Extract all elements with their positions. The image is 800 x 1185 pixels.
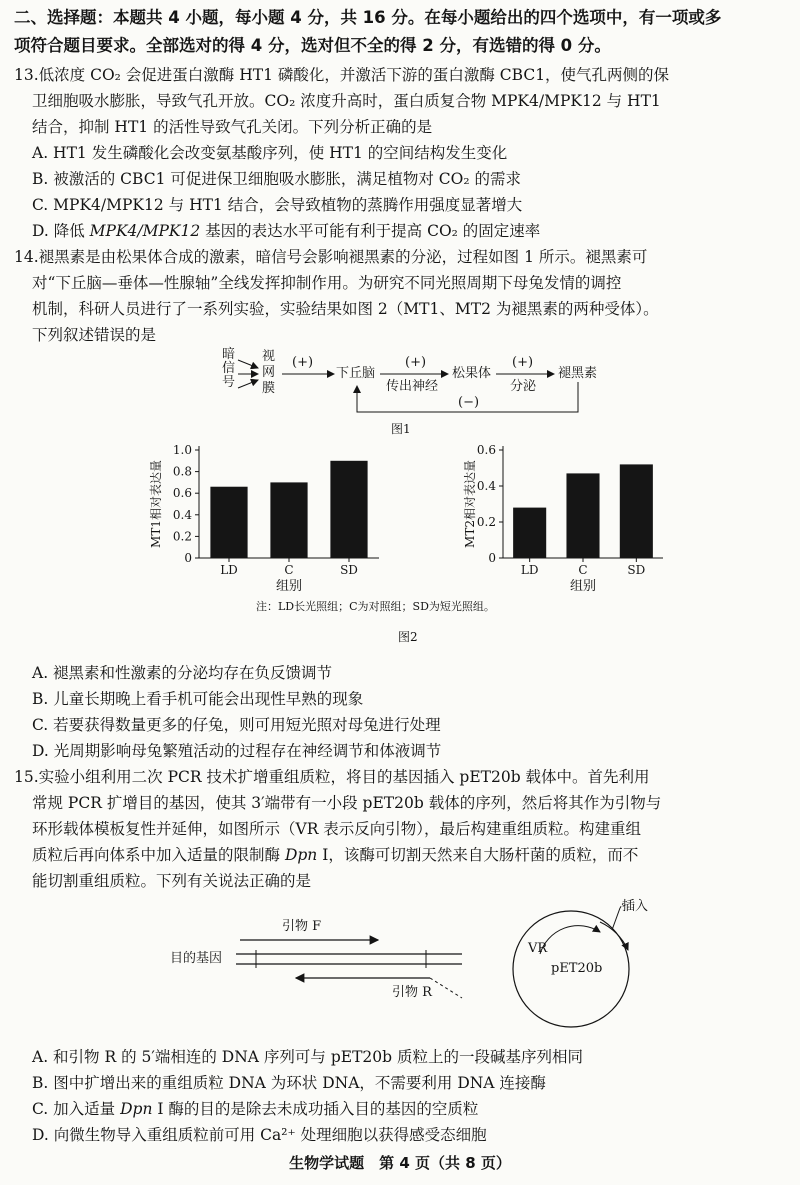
label: 暗: [222, 347, 236, 362]
x-tick-label: C: [284, 563, 294, 577]
question-13-stem: [14, 62, 792, 88]
question-13: [14, 62, 792, 244]
option-a[interactable]: A. HT1 发生磷酸化会改变氨基酸序列，使 HT1 的空间结构发生变化: [32, 144, 508, 162]
stem-line: [14, 842, 792, 868]
label: (−): [458, 395, 480, 410]
label: 视: [262, 349, 276, 364]
stem-line: 下列叙述错误的是: [32, 326, 157, 344]
label: VR: [528, 941, 548, 956]
label: 网: [262, 365, 276, 380]
figure-2-charts: [0, 440, 800, 660]
x-tick-label: SD: [627, 563, 646, 577]
stem-line: 卫细胞吸水膨胀，导致气孔开放。CO₂ 浓度升高时，蛋白质复合物 MPK4/MPK12 与 HT1: [32, 92, 661, 110]
option-b[interactable]: B. 被激活的 CBC1 可促进保卫细胞吸水膨胀，满足植物对 CO₂ 的需求: [32, 170, 521, 188]
bar-sd: [620, 464, 653, 558]
stem-text: 质粒后再向体系中加入适量的限制酶: [32, 846, 285, 864]
y-tick-label: 0.2: [476, 515, 496, 529]
section-header-line: 项符合题目要求。全部选对的得 4 分，选对但不全的得 2 分，有选错的得 0 分。: [14, 36, 611, 55]
label: 传出神经: [386, 379, 439, 394]
question-number: 15.: [14, 768, 39, 786]
option-a[interactable]: A. 和引物 R 的 5′端相连的 DNA 序列可与 pET20b 质粒上的一段碱基序列相同: [32, 1048, 583, 1066]
option-text: C. 加入适量: [32, 1100, 121, 1118]
stem-line: 常规 PCR 扩增目的基因，使其 3′端带有一小段 pET20b 载体的序列，然后将其作为引物与: [32, 794, 662, 812]
insert-marker: [612, 908, 620, 930]
exam-page: [14, 4, 792, 1148]
label: (+): [405, 355, 427, 370]
x-tick-label: LD: [220, 563, 238, 577]
figure-pcr-diagram: [0, 894, 800, 1044]
bar-ld: [513, 508, 546, 558]
label: 插入: [622, 899, 649, 914]
section-header-line: 二、选择题：本题共 4 小题，每小题 4 分，共 16 分。在每小题给出的四个选项中，有一项或多: [14, 8, 722, 27]
y-tick-label: 0.4: [172, 507, 192, 522]
label: 下丘脑: [336, 366, 376, 381]
option-c[interactable]: C. 若要获得数量更多的仔兔，则可用短光照对母兔进行处理: [32, 716, 441, 734]
option-c[interactable]: C. MPK4/MPK12 与 HT1 结合，会导致植物的蒸腾作用强度显著增大: [32, 196, 523, 214]
y-axis-label: MT2相对表达量: [463, 460, 477, 548]
stem-line: 对“下丘脑—垂体—性腺轴”全线发挥抑制作用。为研究不同光照周期下母兔发情的调控: [32, 274, 622, 292]
figure-caption: 图2: [398, 630, 418, 644]
bar-sd: [330, 461, 367, 558]
vr-arrow: [540, 926, 600, 954]
label: pET20b: [551, 961, 603, 976]
gene-name: MPK4/MPK12: [89, 222, 201, 240]
page-footer: 生物学试题 第 4 页（共 8 页）: [289, 1154, 511, 1172]
figure-caption: 图1: [391, 422, 411, 436]
option-text: Ⅰ 酶的目的是除去未成功插入目的基因的空质粒: [152, 1100, 479, 1118]
label: 号: [222, 375, 236, 390]
stem-line: 环形载体模板复性并延伸，如图所示（VR 表示反向引物），最后构建重组质粒。构建重组: [32, 820, 642, 838]
x-tick-label: C: [578, 563, 588, 577]
question-15: [14, 764, 792, 1148]
x-axis-label: 组别: [569, 579, 597, 594]
y-tick-label: 0: [488, 551, 496, 565]
charts-svg: [0, 440, 800, 660]
bar-c: [566, 473, 599, 558]
y-tick-label: 0.6: [172, 486, 192, 501]
stem-line: 结合，抑制 HT1 的活性导致气孔关闭。下列分析正确的是: [32, 118, 433, 136]
label: 引物 R: [392, 985, 432, 1000]
question-number: 14.: [14, 248, 39, 266]
y-tick-label: 1.0: [172, 443, 192, 457]
x-tick-label: SD: [340, 563, 358, 577]
option-text: 基因的表达水平可能有利于提高 CO₂ 的固定速率: [200, 222, 541, 240]
option-text: D. 降低: [32, 222, 90, 240]
stem-line: 实验小组利用二次 PCR 技术扩增重组质粒，将目的基因插入 pET20b 载体中。首先利用: [38, 768, 650, 786]
label: 松果体: [452, 366, 492, 381]
arrow: [238, 380, 258, 388]
pcr-svg: [0, 894, 800, 1044]
arrow: [238, 360, 258, 368]
label: 目的基因: [170, 951, 223, 966]
option-b[interactable]: B. 儿童长期晚上看手机可能会出现性早熟的现象: [32, 690, 364, 708]
x-tick-label: LD: [520, 563, 539, 577]
label: 引物 F: [282, 919, 322, 934]
y-axis-label: MT1相对表达量: [149, 460, 163, 548]
label: (+): [292, 355, 314, 370]
stem-line: 能切割重组质粒。下列有关说法正确的是: [32, 872, 312, 890]
y-tick-label: 0: [184, 551, 192, 565]
label: (+): [512, 355, 534, 370]
label: 分泌: [510, 379, 537, 394]
option-c[interactable]: [14, 1096, 792, 1122]
label: 褪黑素: [558, 366, 598, 381]
bar-c: [270, 482, 307, 558]
option-d[interactable]: [14, 218, 792, 244]
y-tick-label: 0.2: [172, 529, 192, 544]
x-axis-label: 组别: [275, 579, 303, 594]
stem-line: 低浓度 CO₂ 会促进蛋白激酶 HT1 磷酸化，并激活下游的蛋白激酶 CBC1，使气孔两侧的保: [38, 66, 670, 84]
label: 膜: [262, 381, 276, 396]
enzyme-name: Dpn: [284, 846, 318, 864]
y-tick-label: 0.8: [172, 464, 192, 479]
label: 信: [222, 361, 236, 376]
option-b[interactable]: B. 图中扩增出来的重组质粒 DNA 为环状 DNA，不需要利用 DNA 连接酶: [32, 1074, 546, 1092]
question-14: [14, 244, 792, 764]
stem-line: 机制，科研人员进行了一系列实验，实验结果如图 2（MT1、MT2 为褪黑素的两种受体）。: [32, 300, 659, 318]
bar-ld: [210, 487, 247, 558]
stem-line: 褪黑素是由松果体合成的激素，暗信号会影响褪黑素的分泌，过程如图 1 所示。褪黑素可: [38, 248, 648, 266]
enzyme-name: Dpn: [120, 1100, 153, 1118]
figure-note: 注：LD长光照组；C为对照组；SD为短光照组。: [256, 600, 495, 613]
option-d[interactable]: D. 向微生物导入重组质粒前可用 Ca²⁺ 处理细胞以获得感受态细胞: [32, 1126, 487, 1144]
stem-text: Ⅰ，该酶可切割天然来自大肠杆菌的质粒，而不: [317, 846, 639, 864]
primer-r-tail: [430, 978, 462, 998]
y-tick-label: 0.4: [476, 479, 496, 493]
question-14-stem: [14, 244, 792, 270]
option-d[interactable]: D. 光周期影响母兔繁殖活动的过程存在神经调节和体液调节: [32, 742, 442, 760]
figure-1-pathway: [0, 348, 800, 440]
y-tick-label: 0.6: [476, 443, 496, 457]
option-a[interactable]: A. 褪黑素和性激素的分泌均存在负反馈调节: [32, 664, 333, 682]
section-header: [14, 4, 792, 60]
question-number: 13.: [14, 66, 39, 84]
question-15-stem: [14, 764, 792, 790]
